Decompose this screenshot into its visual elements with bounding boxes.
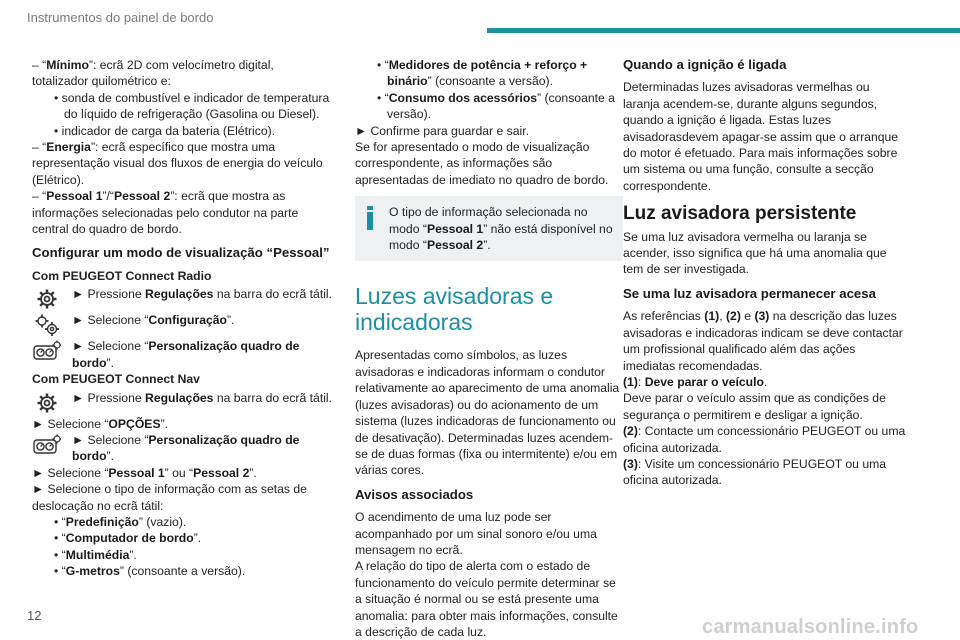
- step-radio-2: [32, 312, 332, 338]
- header-title: Instrumentos do painel de bordo: [27, 10, 214, 25]
- paragraph-persistent: Se uma luz avisadora vermelha ou laranja se acender, isso significa que há uma anomalia que tem de ser investigada.: [623, 229, 887, 277]
- note-text: O tipo de informação selecionada no modo “: [389, 205, 588, 236]
- ref-text: e: [740, 309, 755, 324]
- double-gear-icon: [32, 312, 62, 338]
- step-prefix: ► Selecione “: [72, 313, 149, 328]
- step-radio-3: [32, 338, 332, 371]
- note-text: ” não está disponível no modo “: [389, 221, 613, 253]
- step-select-info-type: ► Selecione o tipo de informação com as setas de deslocação no ecrã tátil:: [32, 482, 307, 513]
- paragraph-intro: Apresentadas como símbolos, as luzes avisadoras e indicadoras informam o condutor relativamente ao aparecimento de uma anomalia (luzes avisadoras) ou do acionamento de um sistema (luzes indicadoras de funcionamento ou de desativação). Determinadas luzes acendem-se de duas formas (fixa ou intermitente) e/ou em várias cores.: [355, 348, 620, 478]
- step-radio-1: [32, 286, 332, 312]
- column-2: [355, 57, 623, 640]
- minimo-text: ”: ecrã 2D com velocímetro digital, totalizador quilométrico e:: [32, 58, 274, 89]
- minimo-label: Mínimo: [46, 58, 89, 72]
- option-text: ” (consoante a versão).: [387, 90, 615, 122]
- step-text: [72, 432, 332, 465]
- ref-marker: (1): [623, 374, 638, 389]
- step-suffix: na barra do ecrã tátil.: [213, 390, 333, 405]
- gear-icon: [32, 390, 62, 416]
- step-prefix: ► Selecione “: [72, 339, 149, 354]
- watermark: carmanualsonline.info: [702, 616, 919, 638]
- energia-text: ”: ecrã específico que mostra uma representação visual dos fluxos de energia do veículo (Elétrico).: [32, 140, 323, 187]
- pessoal2-label: Pessoal 2: [114, 189, 171, 204]
- dashboard-gauges-icon: [32, 338, 62, 364]
- bullet-battery: • indicador de carga da bateria (Elétrico).: [54, 123, 276, 138]
- step-nav-2: [32, 416, 332, 432]
- option-item: • “Medidores de potência + reforço + binário” (consoante a versão).: [377, 58, 588, 89]
- option-text: ” (consoante a versão).: [119, 564, 246, 579]
- option-item: • “Computador de bordo”.: [54, 531, 202, 546]
- step-select-pessoal: [32, 465, 332, 481]
- page-number: 12: [27, 608, 42, 623]
- info-icon: [365, 206, 375, 230]
- ref-3: [623, 456, 908, 489]
- column-3: [623, 57, 908, 489]
- pessoal1-label: Pessoal 1: [46, 189, 103, 204]
- option-label: Multimédia: [65, 547, 130, 562]
- pessoal-text: ”: ecrã que mostra as informações selecionadas pelo condutor na parte central do quadro de bordo.: [32, 189, 299, 237]
- step-suffix: ”.: [226, 313, 235, 328]
- step-keyword: OPÇÕES: [108, 416, 161, 431]
- ref-1-text: Deve parar o veículo assim que as condições de segurança o permitirem e desligar a ignição.: [623, 391, 886, 422]
- step-suffix: ”.: [106, 449, 114, 464]
- page-header: [0, 0, 960, 40]
- step-mid: ” ou “: [164, 465, 194, 480]
- ref-marker: (1): [704, 309, 720, 324]
- ref-text: .: [763, 374, 768, 389]
- option-item: • “Predefinição” (vazio).: [54, 514, 187, 529]
- energia-item: – “Energia”: ecrã específico que mostra uma representação visual dos fluxos de energia do veículo (Elétrico).: [32, 140, 323, 187]
- note-keyword: Pessoal 2: [426, 238, 484, 253]
- ref-text: ,: [719, 309, 726, 324]
- radio-heading: Com PEUGEOT Connect Radio: [32, 268, 212, 283]
- note-keyword: Pessoal 1: [426, 221, 484, 236]
- bullet-text: sonda de combustível e indicador de temperatura do líquido de refrigeração (Gasolina ou Diesel).: [61, 90, 330, 122]
- energia-label: Energia: [46, 140, 91, 155]
- ref-2: [623, 423, 908, 456]
- nav-heading: Com PEUGEOT Connect Nav: [32, 372, 200, 387]
- step-suffix: ”.: [106, 355, 114, 370]
- section-heading-ignition: Quando a ignição é ligada: [623, 57, 787, 72]
- option-label: G-metros: [65, 564, 120, 579]
- paragraph-display-mode: Se for apresentado o modo de visualização correspondente, as informações são apresentadas de imediato no quadro de bordo.: [355, 140, 609, 187]
- step-suffix: ”.: [249, 465, 257, 480]
- step-keyword: Configuração: [148, 313, 227, 328]
- option-text: ”.: [193, 531, 202, 546]
- step-nav-3: [32, 432, 332, 465]
- option-item: • “Multimédia”.: [54, 547, 137, 562]
- ref-1-title: [623, 374, 908, 390]
- info-note: [355, 196, 623, 261]
- step-text: [72, 390, 332, 406]
- step-keyword: Pessoal 2: [193, 465, 250, 480]
- column-1: [32, 57, 332, 580]
- ref-marker: (2): [623, 424, 638, 439]
- option-text: ”.: [129, 547, 137, 562]
- step-keyword: Regulações: [145, 390, 214, 405]
- step-suffix: ”.: [160, 416, 169, 431]
- ref-text: As referências: [623, 309, 705, 324]
- option-item: • “G-metros” (consoante a versão).: [54, 564, 246, 579]
- header-accent-bar: [487, 28, 960, 33]
- step-prefix: ► Selecione “: [72, 432, 149, 447]
- ref-marker: (2): [725, 309, 741, 324]
- step-prefix: ► Selecione “: [32, 465, 109, 480]
- ref-text: : Contacte um concessionário PEUGEOT ou uma oficina autorizada.: [623, 424, 906, 455]
- option-text: ” (vazio).: [138, 514, 187, 529]
- option-label: Consumo dos acessórios: [388, 90, 538, 105]
- gear-icon: [32, 286, 62, 312]
- option-text: ” (consoante a versão).: [427, 74, 553, 89]
- ref-marker: (3): [754, 309, 770, 324]
- option-label: Medidores de potência + reforço + binário: [387, 58, 588, 89]
- ref-text: : Visite um concessionário PEUGEOT ou uma oficina autorizada.: [623, 456, 887, 488]
- option-label: Predefinição: [65, 514, 139, 529]
- ref-keyword: Deve parar o veículo: [644, 374, 764, 389]
- section-heading-configure: Configurar um modo de visualização “Pessoal”: [32, 245, 330, 261]
- step-prefix: ► Selecione “: [32, 416, 109, 431]
- step-nav-1: [32, 390, 332, 416]
- dashboard-gauges-icon: [32, 432, 62, 458]
- step-text: [72, 312, 332, 328]
- step-keyword: Regulações: [145, 287, 214, 302]
- ref-text: na descrição das luzes avisadoras e indicadoras indicam se deve contactar um profissional qualificado além das ações imediatas recomendadas.: [623, 309, 903, 373]
- paragraph-references: [623, 308, 908, 374]
- option-item: • “Consumo dos acessórios” (consoante a versão).: [377, 90, 615, 122]
- paragraph-warnings-2: A relação do tipo de alerta com o estado de funcionamento do veículo permite determinar se a situação é normal ou se está presente uma anomalia: para obter mais informações, consulte a descrição de cada luz.: [355, 559, 618, 639]
- ref-marker: (3): [623, 456, 638, 471]
- pessoal-item: – “Pessoal 1”/“Pessoal 2”: ecrã que mostra as informações selecionadas pelo condutor na parte central do quadro de bordo.: [32, 189, 299, 237]
- paragraph-ignition: Determinadas luzes avisadoras vermelhas ou laranja acendem-se, durante alguns segundos, quando a ignição é ligada. Estas luzes avisadorasdevem apagar-se assim que o arranque do motor é efetuado. Para mais informações sobre um sistema ou uma função, consulte a secção correspondente.: [623, 80, 899, 193]
- paragraph-warnings-1: O acendimento de uma luz pode ser acompanhado por um sinal sonoro e/ou uma mensagem no ecrã.: [355, 510, 597, 557]
- section-heading-associated-warnings: Avisos associados: [355, 486, 474, 502]
- minimo-item: – “Mínimo”: ecrã 2D com velocímetro digital, totalizador quilométrico e:: [32, 58, 274, 89]
- bullet-fuel-gauge: • sonda de combustível e indicador de temperatura do líquido de refrigeração (Gasolina ou Diesel).: [54, 90, 330, 122]
- bullet-text: indicador de carga da bateria (Elétrico).: [61, 123, 276, 138]
- option-label: Computador de bordo: [65, 531, 194, 546]
- step-text: [72, 286, 332, 302]
- step-confirm: ► Confirme para guardar e sair.: [355, 123, 529, 138]
- step-prefix: ► Pressione: [72, 390, 146, 405]
- step-text: [72, 338, 332, 371]
- step-keyword: Pessoal 1: [108, 465, 165, 480]
- step-prefix: ► Pressione: [72, 287, 146, 302]
- section-title-warning-lights: Luzes avisadoras e indicadoras: [355, 283, 554, 336]
- ref-text: :: [637, 374, 645, 389]
- section-title-persistent-light: Luz avisadora persistente: [623, 203, 857, 225]
- step-suffix: na barra do ecrã tátil.: [213, 287, 333, 302]
- note-text: ”.: [483, 238, 491, 253]
- step-keyword: Personalização quadro de bordo: [72, 339, 300, 370]
- step-keyword: Personalização quadro de bordo: [72, 432, 300, 464]
- section-heading-stays-on: Se uma luz avisadora permanecer acesa: [623, 285, 876, 301]
